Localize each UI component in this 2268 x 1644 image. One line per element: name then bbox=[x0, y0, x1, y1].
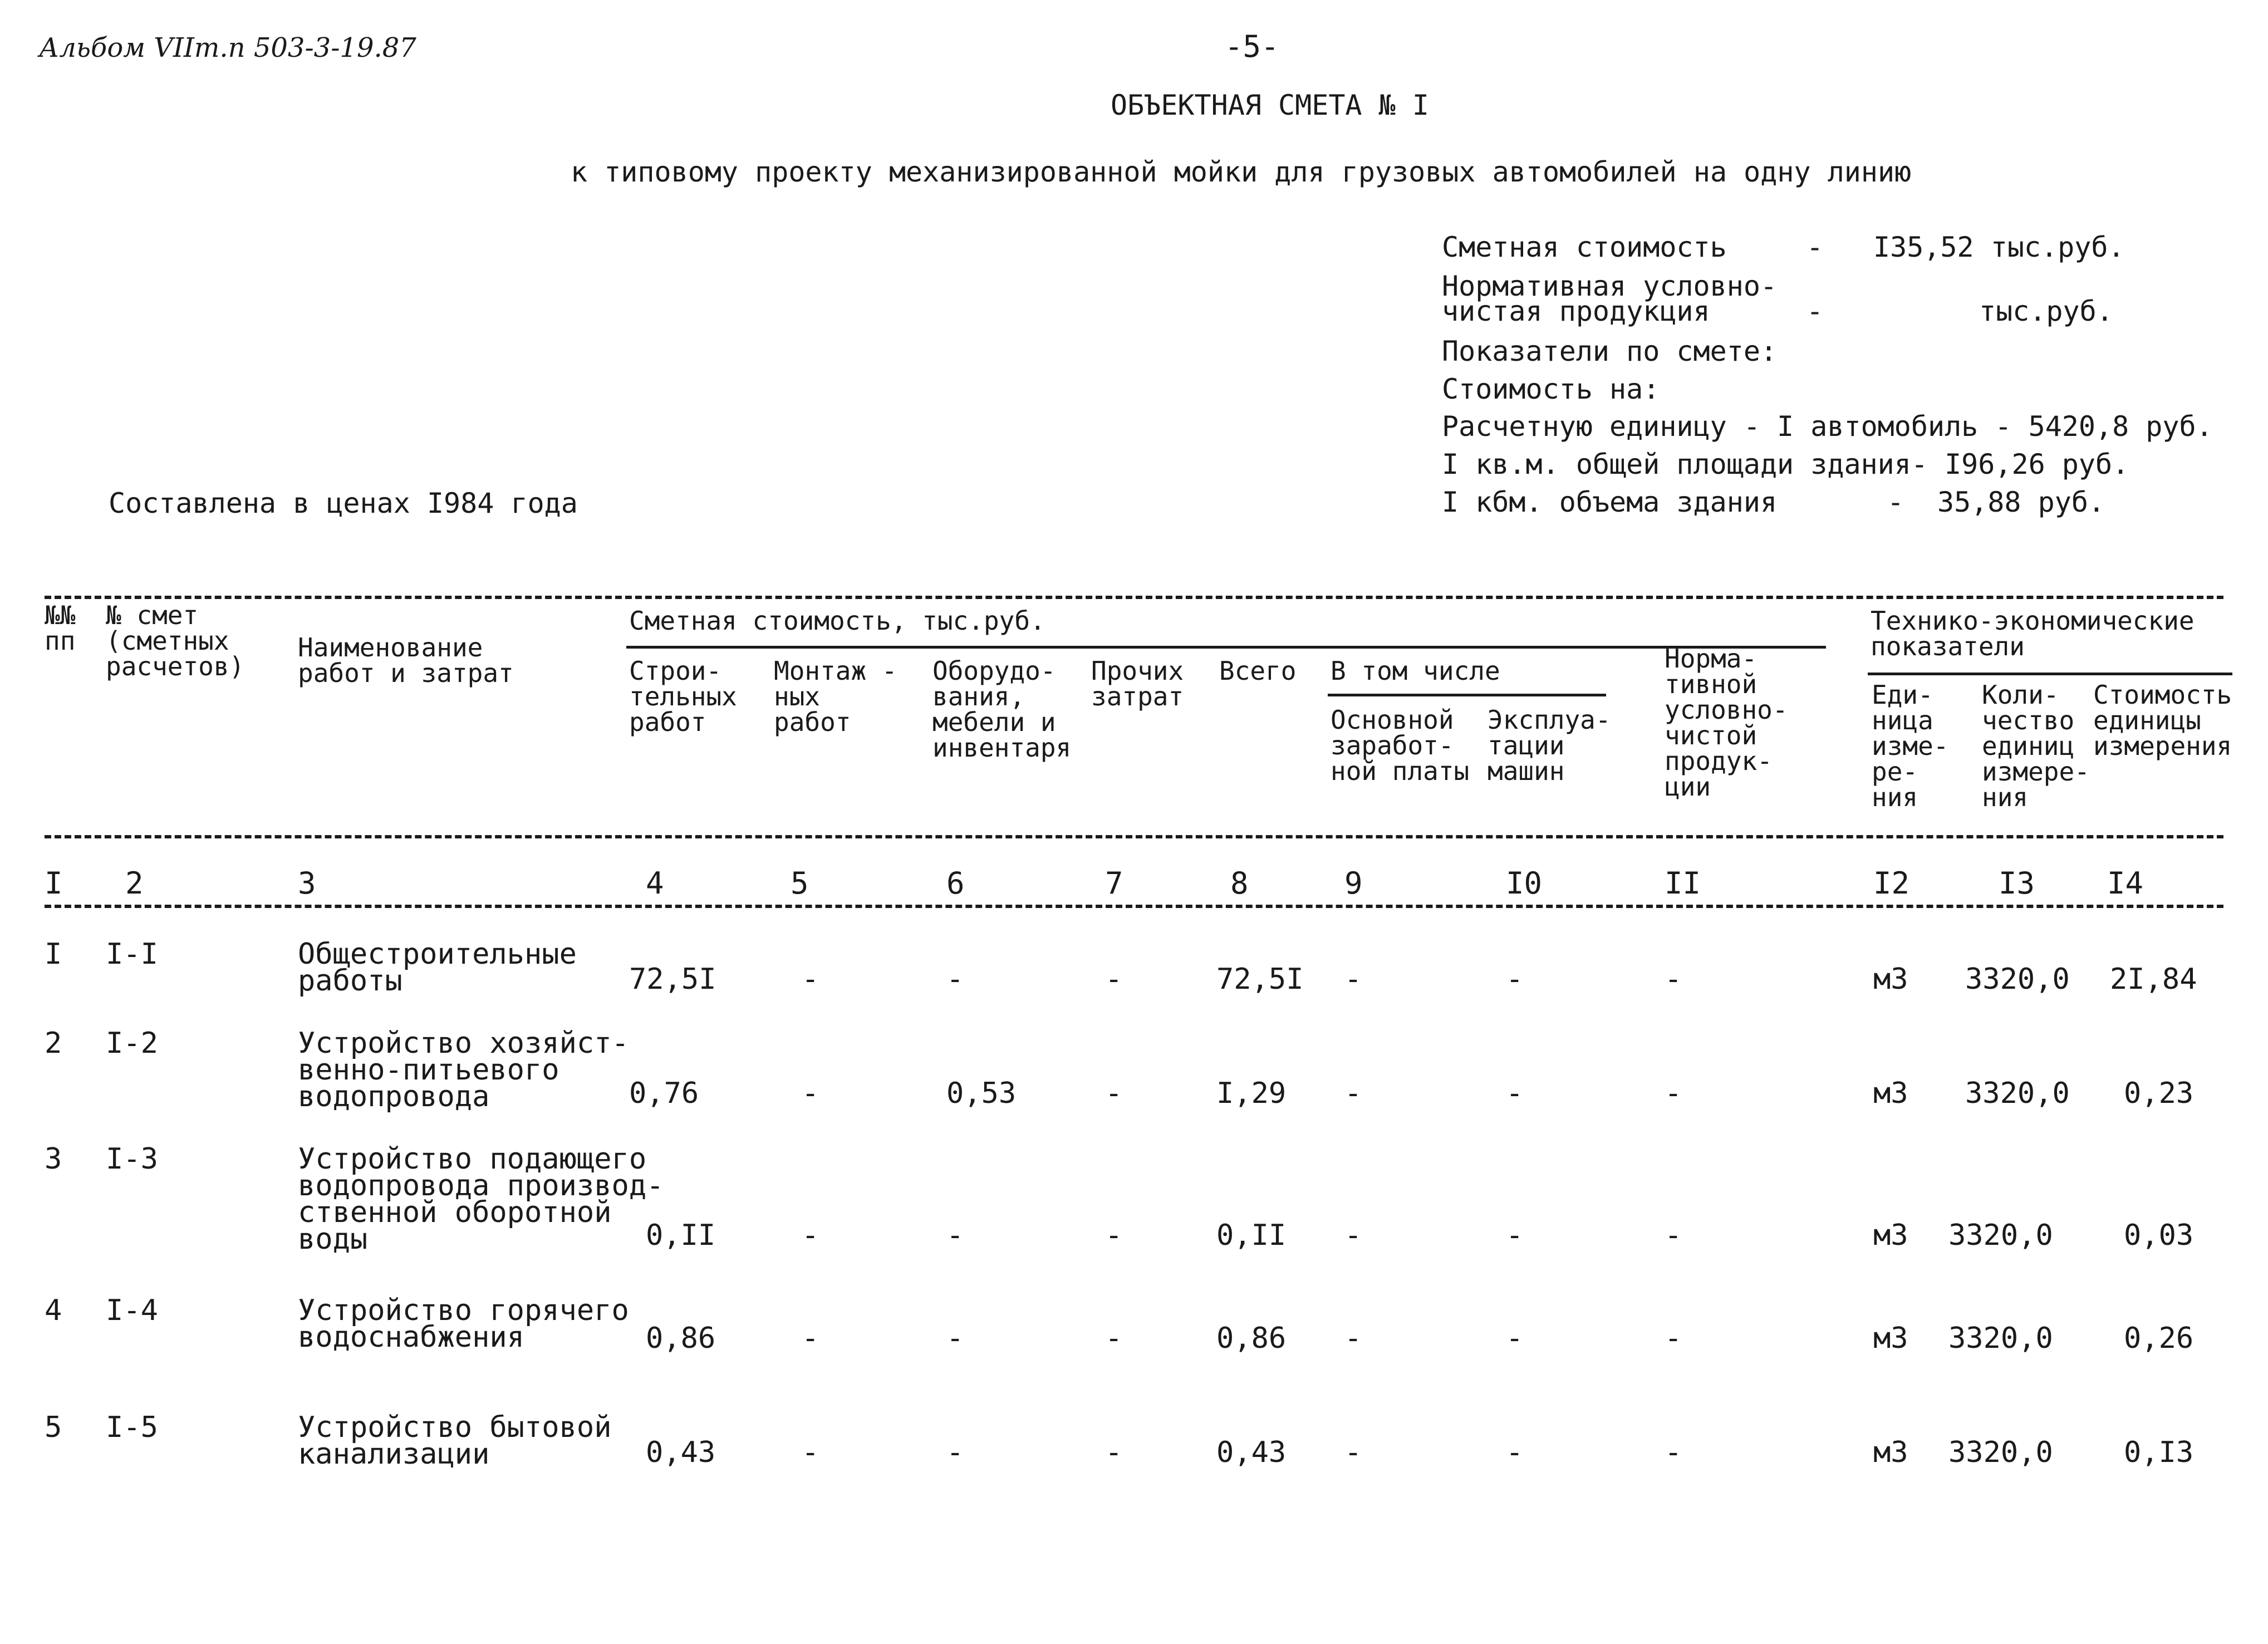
row-number: 4 bbox=[45, 1294, 62, 1327]
row-col12: м3 bbox=[1873, 1219, 1908, 1252]
row-col9: - bbox=[1344, 1322, 1362, 1355]
row-col11: - bbox=[1665, 1322, 1682, 1355]
row-col4: 72,5I bbox=[629, 963, 716, 996]
row-col9: - bbox=[1344, 963, 1362, 996]
row-col9: - bbox=[1344, 1219, 1362, 1252]
header-col9: Основной заработ- ной платы bbox=[1331, 705, 1470, 786]
summary-line-cost-dash: - bbox=[1806, 231, 1824, 263]
row-number: 5 bbox=[45, 1411, 62, 1444]
row-col5: - bbox=[802, 1322, 819, 1355]
row-col5: - bbox=[802, 963, 819, 996]
summary-line-norm-1: Нормативная условно- bbox=[1442, 270, 1778, 302]
row-col11: - bbox=[1665, 1219, 1682, 1252]
album-note: Альбом VIIт.п 503-3-19.87 bbox=[39, 32, 416, 63]
row-col4: 0,86 bbox=[646, 1322, 716, 1355]
row-col12: м3 bbox=[1873, 1322, 1908, 1355]
row-col4: 0,II bbox=[646, 1219, 716, 1252]
document-subtitle: к типовому проекту механизированной мойки для грузовых автомобилей на одну линию bbox=[571, 156, 1912, 188]
row-col10: - bbox=[1506, 963, 1524, 996]
header-col8: Всего bbox=[1219, 656, 1297, 686]
row-col10: - bbox=[1506, 1436, 1524, 1469]
header-col3: Наименование работ и затрат bbox=[298, 632, 514, 688]
row-col13: 3320,0 bbox=[1965, 1077, 2070, 1110]
header-rule-cost bbox=[626, 646, 1826, 649]
document-title: ОБЪЕКТНАЯ СМЕТА № I bbox=[1111, 89, 1429, 121]
header-col2: № смет (сметных расчетов) bbox=[106, 600, 245, 681]
row-col9: - bbox=[1344, 1077, 1362, 1110]
colnum-12: I2 bbox=[1873, 866, 1910, 901]
row-col7: - bbox=[1105, 1219, 1123, 1252]
summary-line-per-cbm-value: 35,88 руб. bbox=[1937, 486, 2105, 518]
summary-line-indicators: Показатели по смете: bbox=[1442, 335, 1778, 367]
row-smeta: I-5 bbox=[106, 1411, 158, 1444]
summary-line-cost: Сметная стоимость bbox=[1442, 231, 1727, 263]
row-smeta: I-2 bbox=[106, 1027, 158, 1060]
header-group-cost: Сметная стоимость, тыс.руб. bbox=[629, 606, 1045, 636]
colnum-bottom-rule bbox=[45, 905, 2223, 908]
row-smeta: I-4 bbox=[106, 1294, 158, 1327]
row-col12: м3 bbox=[1873, 1436, 1908, 1469]
row-col8: 72,5I bbox=[1216, 963, 1304, 996]
row-col13: 3320,0 bbox=[1948, 1219, 2053, 1252]
row-name: Устройство подающего водопровода производ- ственной оборотной воды bbox=[298, 1142, 664, 1256]
row-col8: 0,II bbox=[1216, 1219, 1287, 1252]
colnum-11: II bbox=[1665, 866, 1701, 901]
row-col12: м3 bbox=[1873, 963, 1908, 996]
colnum-13: I3 bbox=[1999, 866, 2035, 901]
row-col9: - bbox=[1344, 1436, 1362, 1469]
summary-line-per-cbm-dash: - bbox=[1887, 486, 1904, 518]
header-col4: Строи- тельных работ bbox=[629, 656, 737, 737]
row-col11: - bbox=[1665, 963, 1682, 996]
row-number: 3 bbox=[45, 1142, 62, 1176]
row-col11: - bbox=[1665, 1436, 1682, 1469]
row-col4: 0,43 bbox=[646, 1436, 716, 1469]
header-col7: Прочих затрат bbox=[1091, 656, 1184, 711]
colnum-2: 2 bbox=[125, 866, 144, 901]
summary-line-cost-value: I35,52 тыс.руб. bbox=[1873, 231, 2125, 263]
row-col10: - bbox=[1506, 1219, 1524, 1252]
row-col6: - bbox=[946, 1219, 964, 1252]
row-col8: 0,43 bbox=[1216, 1436, 1287, 1469]
row-col13: 3320,0 bbox=[1948, 1322, 2053, 1355]
header-bottom-rule bbox=[45, 835, 2223, 838]
row-col13: 3320,0 bbox=[1948, 1436, 2053, 1469]
row-number: 2 bbox=[45, 1027, 62, 1060]
row-col14: 0,26 bbox=[2124, 1322, 2194, 1355]
prices-note: Составлена в ценах I984 года bbox=[109, 487, 578, 519]
header-col6: Оборудо- вания, мебели и инвентаря bbox=[932, 656, 1072, 763]
row-col7: - bbox=[1105, 1322, 1123, 1355]
row-col11: - bbox=[1665, 1077, 1682, 1110]
summary-line-per-vehicle: Расчетную единицу - I автомобиль - 5420,8 руб. bbox=[1442, 410, 2213, 443]
row-col7: - bbox=[1105, 1077, 1123, 1110]
summary-line-norm-2: чистая продукция bbox=[1442, 295, 1710, 327]
row-col6: - bbox=[946, 1436, 964, 1469]
colnum-6: 6 bbox=[946, 866, 965, 901]
page-number: -5- bbox=[1225, 29, 1279, 64]
row-col12: м3 bbox=[1873, 1077, 1908, 1110]
header-group-incl: В том числе bbox=[1331, 656, 1500, 686]
row-col6: - bbox=[946, 1322, 964, 1355]
colnum-5: 5 bbox=[791, 866, 809, 901]
summary-line-per-sqm: I кв.м. общей площади здания- I96,26 руб. bbox=[1442, 448, 2129, 480]
row-col7: - bbox=[1105, 1436, 1123, 1469]
row-col10: - bbox=[1506, 1322, 1524, 1355]
row-number: I bbox=[45, 938, 62, 971]
colnum-1: I bbox=[45, 866, 63, 901]
header-group-tech: Технико-экономические показатели bbox=[1871, 606, 2195, 661]
row-smeta: I-I bbox=[106, 938, 158, 971]
row-name: Устройство горячего водоснабжения bbox=[298, 1294, 629, 1354]
row-col5: - bbox=[802, 1219, 819, 1252]
header-rule-incl bbox=[1328, 694, 1606, 696]
header-col12: Еди- ница изме- ре- ния bbox=[1872, 680, 1949, 812]
colnum-3: 3 bbox=[298, 866, 316, 901]
header-rule-tech bbox=[1868, 673, 2232, 675]
header-col11: Норма- тивной условно- чистой продук- ции bbox=[1665, 644, 1788, 802]
colnum-4: 4 bbox=[646, 866, 664, 901]
row-col4: 0,76 bbox=[629, 1077, 699, 1110]
header-col1: №№ пп bbox=[45, 600, 76, 656]
row-col6: - bbox=[946, 963, 964, 996]
row-col10: - bbox=[1506, 1077, 1524, 1110]
colnum-8: 8 bbox=[1230, 866, 1249, 901]
summary-line-norm-dash: - bbox=[1806, 295, 1824, 327]
row-col8: I,29 bbox=[1216, 1077, 1287, 1110]
row-col6: 0,53 bbox=[946, 1077, 1017, 1110]
colnum-7: 7 bbox=[1105, 866, 1123, 901]
row-col8: 0,86 bbox=[1216, 1322, 1287, 1355]
summary-line-cost-per: Стоимость на: bbox=[1442, 373, 1660, 405]
row-col13: 3320,0 bbox=[1965, 963, 2070, 996]
row-name: Устройство бытовой канализации bbox=[298, 1411, 612, 1471]
row-name: Общестроительные работы bbox=[298, 938, 577, 998]
row-col14: 0,23 bbox=[2124, 1077, 2194, 1110]
summary-line-norm-value: тыс.руб. bbox=[1979, 295, 2113, 327]
header-col5: Монтаж - ных работ bbox=[774, 656, 897, 737]
colnum-10: I0 bbox=[1506, 866, 1543, 901]
header-col10: Эксплуа- тации машин bbox=[1488, 705, 1611, 786]
row-col5: - bbox=[802, 1436, 819, 1469]
row-col14: 0,I3 bbox=[2124, 1436, 2194, 1469]
row-col5: - bbox=[802, 1077, 819, 1110]
header-col14: Стоимость единицы измерения bbox=[2093, 680, 2232, 761]
header-col13: Коли- чество единиц измере- ния bbox=[1982, 680, 2090, 812]
row-smeta: I-3 bbox=[106, 1142, 158, 1176]
row-name: Устройство хозяйст- венно-питьевого водопровода bbox=[298, 1027, 629, 1113]
colnum-14: I4 bbox=[2107, 866, 2144, 901]
summary-line-per-cbm: I кбм. объема здания bbox=[1442, 486, 1778, 518]
table-top-rule bbox=[45, 596, 2223, 599]
colnum-9: 9 bbox=[1344, 866, 1363, 901]
row-col14: 2I,84 bbox=[2110, 963, 2197, 996]
row-col14: 0,03 bbox=[2124, 1219, 2194, 1252]
row-col7: - bbox=[1105, 963, 1123, 996]
